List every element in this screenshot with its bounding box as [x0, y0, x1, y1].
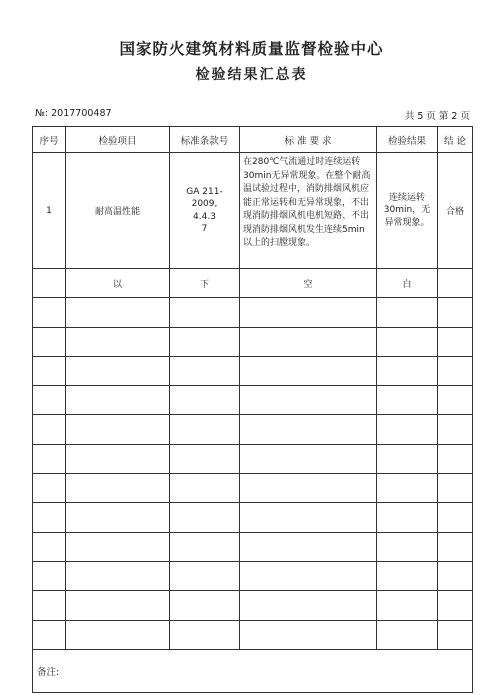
blank-marker-char: 下 [170, 269, 240, 298]
blank-marker-char: 白 [377, 269, 438, 298]
blank-marker-row [33, 269, 473, 298]
table-header-row [33, 127, 473, 153]
empty-cell [438, 620, 473, 649]
blank-cell [438, 269, 473, 298]
empty-cell [377, 591, 438, 620]
empty-cell [66, 591, 170, 620]
empty-cell [33, 503, 66, 532]
empty-cell [438, 503, 473, 532]
clause-line: GA 211- [186, 186, 223, 197]
empty-row [33, 386, 473, 415]
empty-cell [170, 298, 240, 327]
empty-cell [66, 474, 170, 503]
empty-cell [170, 415, 240, 444]
empty-cell [438, 561, 473, 590]
empty-cell [170, 356, 240, 385]
empty-cell [438, 474, 473, 503]
empty-cell [377, 474, 438, 503]
col-header-item: 检验项目 [66, 127, 170, 153]
empty-cell [240, 298, 377, 327]
col-header-conclusion: 结 论 [438, 127, 473, 153]
empty-cell [170, 620, 240, 649]
document-subtitle: 检验结果汇总表 [195, 67, 308, 83]
clause-line: 4.4.3 [193, 211, 216, 222]
empty-row [33, 474, 473, 503]
empty-cell [240, 415, 377, 444]
empty-cell [240, 620, 377, 649]
empty-cell [377, 561, 438, 590]
empty-cell [66, 386, 170, 415]
blank-rows [33, 298, 473, 650]
empty-cell [170, 532, 240, 561]
empty-cell [240, 444, 377, 473]
empty-cell [438, 532, 473, 561]
empty-cell [170, 503, 240, 532]
empty-cell [170, 561, 240, 590]
cell-result: 连续运转30min，无异常现象。 [377, 153, 438, 269]
empty-cell [33, 561, 66, 590]
empty-cell [66, 327, 170, 356]
cell-item: 耐高温性能 [66, 153, 170, 269]
empty-cell [66, 561, 170, 590]
empty-cell [240, 591, 377, 620]
table-row [33, 153, 473, 269]
empty-cell [240, 474, 377, 503]
empty-row [33, 532, 473, 561]
empty-cell [438, 386, 473, 415]
blank-marker-char: 以 [66, 269, 170, 298]
empty-cell [170, 327, 240, 356]
empty-cell [66, 532, 170, 561]
empty-row [33, 298, 473, 327]
empty-cell [33, 415, 66, 444]
empty-cell [33, 444, 66, 473]
clause-line: 7 [201, 224, 208, 234]
empty-cell [377, 327, 438, 356]
col-header-no: 序号 [33, 127, 66, 153]
empty-cell [240, 356, 377, 385]
document-number: №: 2017700487 [35, 108, 112, 119]
empty-cell [33, 532, 66, 561]
clause-line: 2009, [191, 199, 218, 209]
cell-requirement: 在280℃气流通过时连续运转30min无异常现象。在整个耐高温试验过程中，消防排烟风机应能正常运转和无异常现象，不出现消防排烟风机电机短路、不出现消防排烟风机发生连续5min以上的扫膛现象。 [240, 153, 377, 269]
empty-row [33, 503, 473, 532]
empty-row [33, 591, 473, 620]
empty-cell [377, 298, 438, 327]
remarks-row [33, 649, 473, 692]
page-info: 共 5 页 第 2 页 [404, 111, 470, 122]
empty-row [33, 444, 473, 473]
empty-cell [33, 356, 66, 385]
empty-cell [33, 620, 66, 649]
empty-cell [33, 327, 66, 356]
blank-cell [33, 269, 66, 298]
empty-cell [438, 591, 473, 620]
empty-cell [438, 298, 473, 327]
empty-cell [240, 503, 377, 532]
empty-cell [66, 415, 170, 444]
col-header-requirement: 标 准 要 求 [240, 127, 377, 153]
document-title: 国家防火建筑材料质量监督检验中心 [119, 40, 384, 58]
empty-cell [33, 474, 66, 503]
cell-clause [170, 153, 240, 269]
col-header-clause: 标准条款号 [170, 127, 240, 153]
empty-cell [66, 356, 170, 385]
cell-no: 1 [33, 153, 66, 269]
empty-cell [438, 356, 473, 385]
empty-row [33, 561, 473, 590]
empty-cell [170, 386, 240, 415]
empty-cell [33, 386, 66, 415]
empty-cell [33, 591, 66, 620]
empty-cell [377, 532, 438, 561]
empty-cell [377, 415, 438, 444]
cell-conclusion: 合格 [438, 153, 473, 269]
empty-cell [170, 444, 240, 473]
empty-cell [240, 327, 377, 356]
empty-cell [240, 386, 377, 415]
empty-cell [66, 503, 170, 532]
empty-cell [33, 298, 66, 327]
remarks-label: 备注: [33, 649, 473, 692]
col-header-result: 检验结果 [377, 127, 438, 153]
empty-row [33, 620, 473, 649]
empty-cell [377, 620, 438, 649]
results-table [32, 126, 473, 693]
empty-row [33, 356, 473, 385]
empty-cell [240, 532, 377, 561]
empty-cell [377, 503, 438, 532]
empty-cell [377, 444, 438, 473]
empty-cell [66, 620, 170, 649]
blank-marker-char: 空 [240, 269, 377, 298]
empty-row [33, 327, 473, 356]
empty-cell [66, 444, 170, 473]
empty-row [33, 415, 473, 444]
empty-cell [438, 444, 473, 473]
empty-cell [170, 591, 240, 620]
empty-cell [438, 415, 473, 444]
empty-cell [240, 561, 377, 590]
empty-cell [66, 298, 170, 327]
empty-cell [438, 327, 473, 356]
empty-cell [377, 356, 438, 385]
empty-cell [170, 474, 240, 503]
empty-cell [377, 386, 438, 415]
